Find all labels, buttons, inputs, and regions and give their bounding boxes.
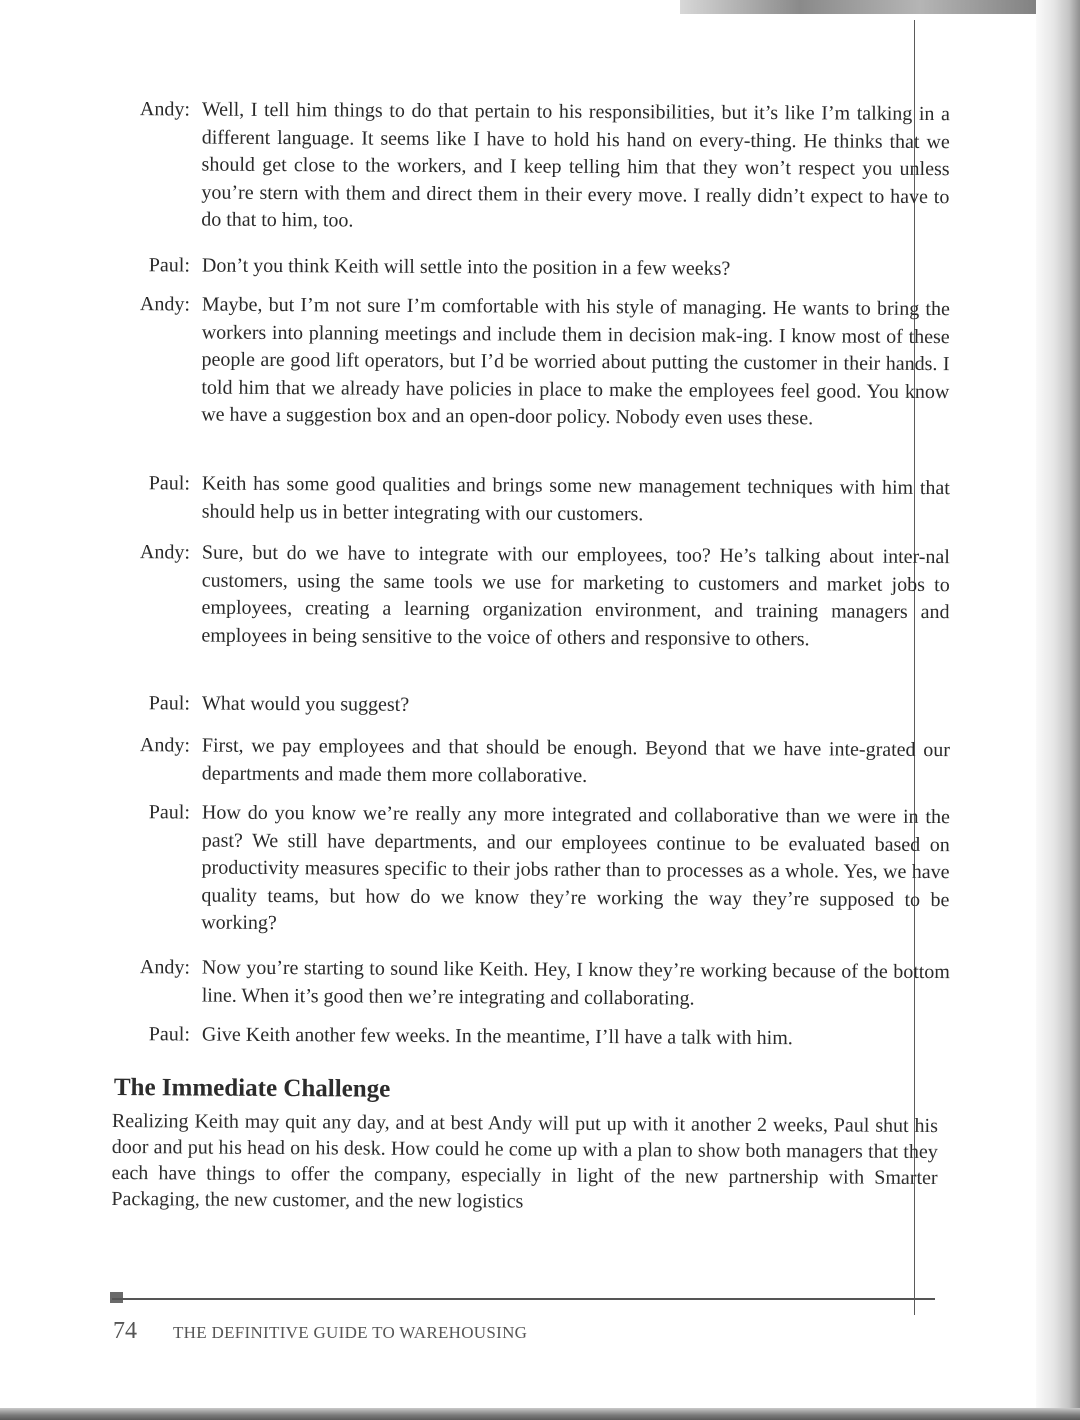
speaker-label: Andy: [139, 956, 190, 979]
speaker-label: Andy: [139, 541, 190, 564]
speaker-label: Paul: [148, 692, 190, 715]
page-number: 74 [113, 1318, 137, 1344]
dialogue-line [109, 539, 950, 654]
speech-text: Now you’re starting to sound like Keith. Hey, I know they’re working because of the bottom line. When it’s good then we’re integrating and collaborating. [201, 956, 950, 1010]
speech-text: How do you know we’re really any more integrated and collaborative than we were in the past? We still have departments, and our employees continue to be evaluated based on productivity measures specific to their jobs rather than to processes as a whole. Yes, we have quality teams, but how do we know they’re working the way they’re supposed to be working? [201, 801, 950, 935]
speaker-label: Andy: [139, 734, 190, 757]
speaker-label: Paul: [148, 472, 190, 495]
dialogue-line [110, 470, 950, 530]
page-footer [113, 1318, 527, 1345]
speaker-label: Paul: [148, 1023, 190, 1046]
speaker-label: Andy: [139, 293, 190, 316]
dialogue-line [110, 954, 950, 1014]
dialogue-line [110, 1021, 950, 1054]
speech-text: What would you suggest? [201, 692, 410, 716]
speaker-label: Paul: [148, 801, 190, 824]
speaker-label: Paul: [148, 254, 190, 277]
dialogue-line [110, 690, 950, 723]
speech-text: First, we pay employees and that should be enough. Beyond that we have inte-grated our departments and made them more collaborative. [201, 734, 950, 787]
footer-rule [112, 1298, 935, 1300]
body-paragraph: Realizing Keith may quit any day, and at best Andy will put up with it another 2 weeks, Paul shut his door and put his head on his desk. How could he come up with a plan to show both managers that they each have things to offer the company, especially in light of the new partnership with Smarter Packaging, the new customer, and the new logistics [111, 1110, 938, 1213]
speech-text: Sure, but do we have to integrate with our employees, too? He’s talking about inter-nal customers, using the same tools we use for marketing to customers and market jobs to employees, creating a learning organization environment, and training managers and employees in being sensitive to the voice of others and responsive to others. [201, 541, 950, 650]
speech-text: Give Keith another few weeks. In the meantime, I’ll have a talk with him. [201, 1023, 793, 1050]
dialogue-line [109, 96, 950, 239]
dialogue-line [109, 291, 950, 434]
dialogue-line [109, 799, 950, 942]
dialogue-line [110, 732, 950, 792]
dialogue-line [110, 252, 950, 285]
running-title: THE DEFINITIVE GUIDE TO WAREHOUSING [173, 1323, 528, 1342]
speech-text: Keith has some good qualities and brings some new management techniques with him that should help us in better integrating with our customers. [201, 472, 950, 525]
speaker-label: Andy: [139, 98, 190, 121]
section-heading: The Immediate Challenge [113, 1074, 391, 1103]
speech-text: Maybe, but I’m not sure I’m comfortable with his style of managing. He wants to bring the workers into planning meetings and include them in decision mak-ing. I know most of these people are good lift operators, but I’d be worried about putting the customer in their hands. I told him that we already have policies in place to make the employees feel good. You know we have a suggestion box and an open-door policy. Nobody even uses these. [201, 293, 950, 430]
speech-text: Don’t you think Keith will settle into the position in a few weeks? [201, 254, 731, 280]
speech-text: Well, I tell him things to do that pertain to his responsibilities, but it’s like I’m talking in a different language. It seems like I have to hold his hand on every-thing. He thinks that we should get close to the workers, and I keep telling him that they won’t respect you unless you’re stern with them and direct them in their every move. I really didn’t expect to have to do that to him, too. [201, 98, 950, 232]
